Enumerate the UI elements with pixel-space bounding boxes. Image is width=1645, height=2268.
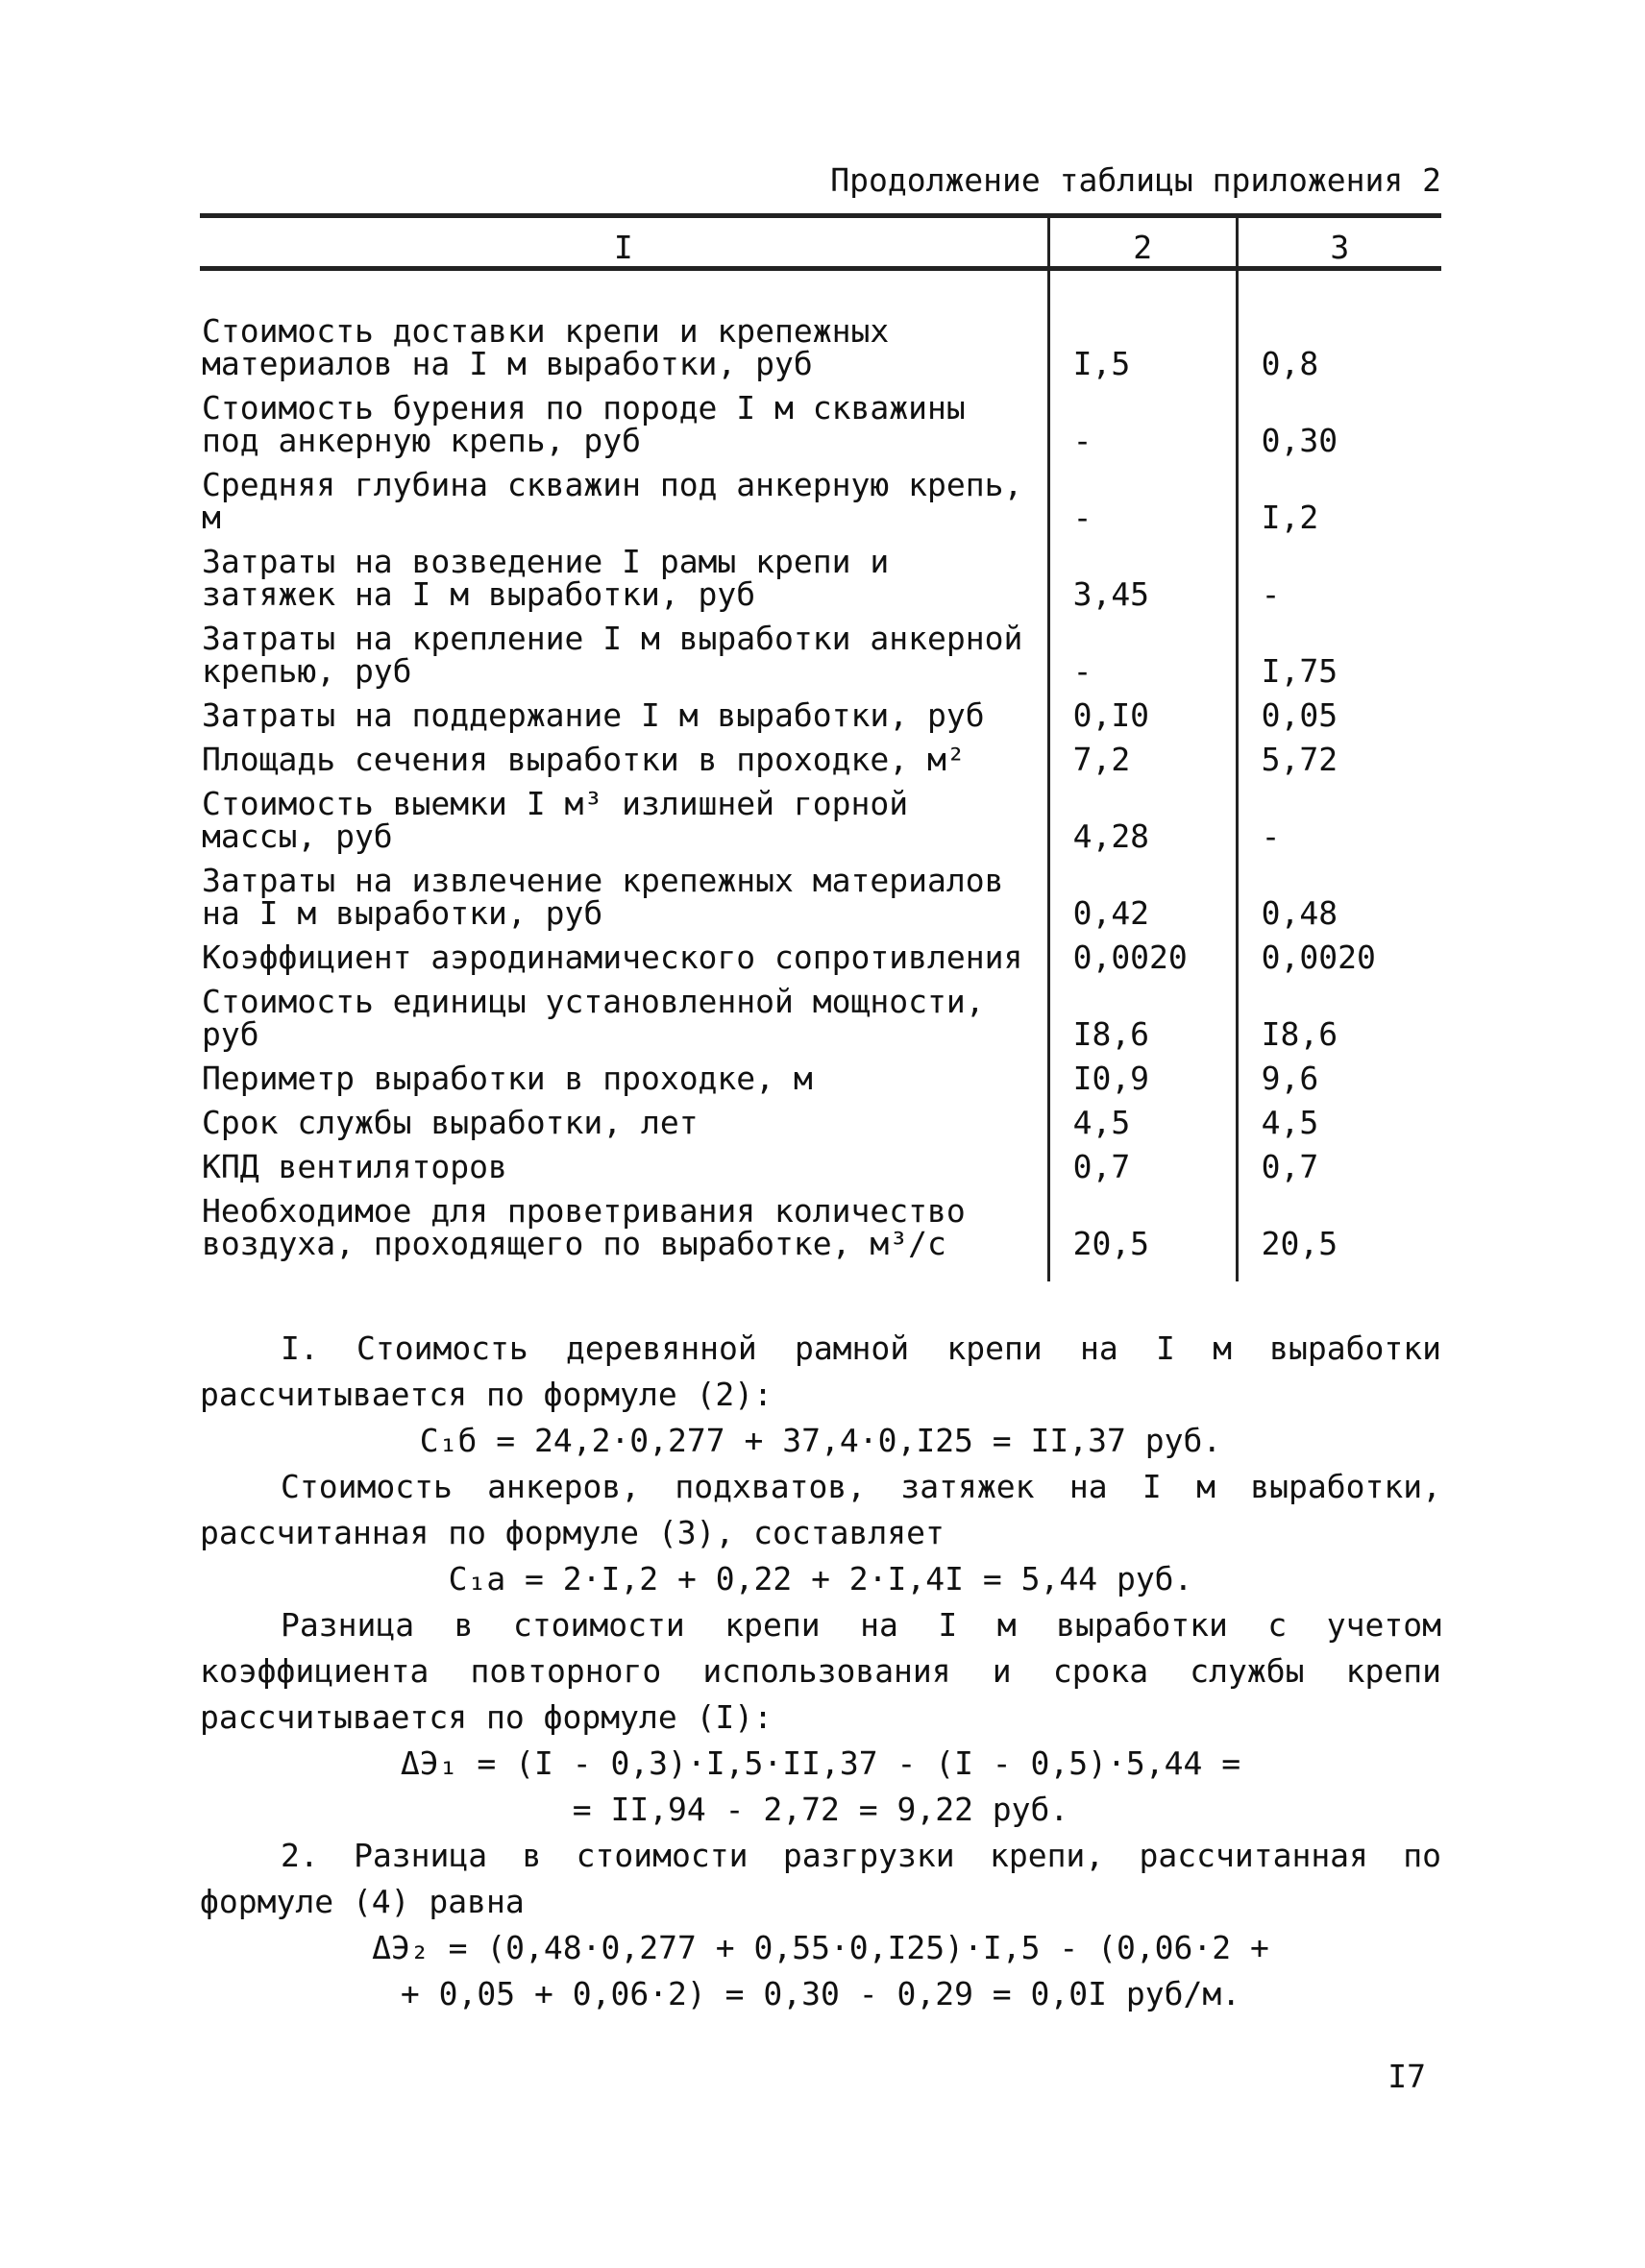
row-value-col3: 0,0020	[1237, 930, 1441, 974]
table-container	[200, 213, 1441, 1281]
row-label: Стоимость выемки I м³ излишней горной массы, руб	[202, 785, 909, 855]
paragraph-1: I. Стоимость деревянной рамной крепи на I м выработки рассчитывается по формуле (2):	[200, 1329, 1441, 1413]
row-value-col2: 4,28	[1048, 776, 1237, 853]
formula-1: C₁б = 24,2·0,277 + 37,4·0,I25 = II,37 руб.	[419, 1422, 1222, 1459]
table-row	[200, 1183, 1441, 1281]
row-value-col3: I,2	[1237, 457, 1441, 534]
formula-3-line-2: = II,94 - 2,72 = 9,22 руб.	[572, 1791, 1069, 1828]
paragraph-4: 2. Разница в стоимости разгрузки крепи, рассчитанная по формуле (4) равна	[200, 1837, 1441, 1920]
formula-2: C₁а = 2·I,2 + 0,22 + 2·I,4I = 5,44 руб.	[448, 1560, 1193, 1597]
row-label: Необходимое для проветривания количество воздуха, проходящего по выработке, м³/с	[202, 1192, 966, 1262]
row-label: Затраты на поддержание I м выработки, руб	[202, 696, 985, 734]
row-label: КПД вентиляторов	[202, 1148, 507, 1185]
row-label: Коэффициент аэродинамического сопротивления	[202, 939, 1023, 976]
row-label: Стоимость единицы установленной мощности, руб	[202, 983, 985, 1053]
header-col-2: 2	[1048, 216, 1237, 269]
row-value-col2: -	[1048, 380, 1237, 457]
row-label: Средняя глубина скважин под анкерную крепь, м	[202, 466, 1023, 536]
row-value-col3: 20,5	[1237, 1183, 1441, 1281]
row-value-col2: I0,9	[1048, 1051, 1237, 1095]
row-value-col2: 4,5	[1048, 1095, 1237, 1139]
table-row	[200, 1139, 1441, 1183]
row-value-col3: 5,72	[1237, 732, 1441, 776]
table-row	[200, 974, 1441, 1051]
row-label: Стоимость бурения по породе I м скважины под анкерную крепь, руб	[202, 389, 966, 459]
header-col-1: I	[200, 216, 1048, 269]
row-value-col2: I,5	[1048, 269, 1237, 381]
table-row	[200, 853, 1441, 930]
table-header-row	[200, 216, 1441, 269]
formula-4-line-2: + 0,05 + 0,06·2) = 0,30 - 0,29 = 0,0I руб/м.	[400, 1975, 1241, 2012]
row-value-col2: 7,2	[1048, 732, 1237, 776]
row-label: Затраты на возведение I рамы крепи и затяжек на I м выработки, руб	[202, 543, 890, 613]
row-value-col2: 0,7	[1048, 1139, 1237, 1183]
row-value-col3: I,75	[1237, 611, 1441, 688]
table-row	[200, 1095, 1441, 1139]
table-row	[200, 611, 1441, 688]
table-row	[200, 457, 1441, 534]
row-value-col2: 0,I0	[1048, 688, 1237, 732]
row-value-col2: 20,5	[1048, 1183, 1237, 1281]
row-value-col2: -	[1048, 457, 1237, 534]
row-label: Стоимость доставки крепи и крепежных материалов на I м выработки, руб	[202, 312, 890, 382]
table-row	[200, 1051, 1441, 1095]
row-value-col3: -	[1237, 776, 1441, 853]
row-value-col2: 0,42	[1048, 853, 1237, 930]
table-row	[200, 380, 1441, 457]
row-value-col3: 0,48	[1237, 853, 1441, 930]
page-number: I7	[1387, 2058, 1426, 2095]
body-text	[200, 1326, 1441, 2017]
row-label: Площадь сечения выработки в проходке, м²	[202, 741, 966, 778]
row-label: Затраты на извлечение крепежных материалов на I м выработки, руб	[202, 862, 1004, 932]
row-value-col3: I8,6	[1237, 974, 1441, 1051]
data-table	[200, 213, 1441, 1281]
row-value-col3: 0,7	[1237, 1139, 1441, 1183]
row-value-col3: 9,6	[1237, 1051, 1441, 1095]
row-value-col3: 0,30	[1237, 380, 1441, 457]
formula-4-line-1: ΔЭ₂ = (0,48·0,277 + 0,55·0,I25)·I,5 - (0,06·2 +	[372, 1929, 1269, 1966]
table-row	[200, 269, 1441, 381]
paragraph-3: Разница в стоимости крепи на I м выработки с учетом коэффициента повторного использования и срока службы крепи рассчитывается по формуле (I):	[200, 1606, 1441, 1736]
row-value-col2: 3,45	[1048, 534, 1237, 611]
table-caption: Продолжение таблицы приложения 2	[830, 161, 1441, 199]
formula-3-line-1: ΔЭ₁ = (I - 0,3)·I,5·II,37 - (I - 0,5)·5,44 =	[400, 1744, 1241, 1782]
header-col-3: 3	[1237, 216, 1441, 269]
row-value-col3: -	[1237, 534, 1441, 611]
table-row	[200, 732, 1441, 776]
row-label: Срок службы выработки, лет	[202, 1104, 699, 1141]
table-row	[200, 776, 1441, 853]
row-label: Периметр выработки в проходке, м	[202, 1060, 813, 1097]
row-value-col3: 0,05	[1237, 688, 1441, 732]
paragraph-2: Стоимость анкеров, подхватов, затяжек на I м выработки, рассчитанная по формуле (3), составляет	[200, 1468, 1441, 1551]
table-row	[200, 930, 1441, 974]
row-value-col3: 4,5	[1237, 1095, 1441, 1139]
row-value-col2: I8,6	[1048, 974, 1237, 1051]
row-value-col3: 0,8	[1237, 269, 1441, 381]
table-row	[200, 534, 1441, 611]
table-row	[200, 688, 1441, 732]
row-value-col2: 0,0020	[1048, 930, 1237, 974]
row-label: Затраты на крепление I м выработки анкерной крепью, руб	[202, 620, 1023, 690]
row-value-col2: -	[1048, 611, 1237, 688]
